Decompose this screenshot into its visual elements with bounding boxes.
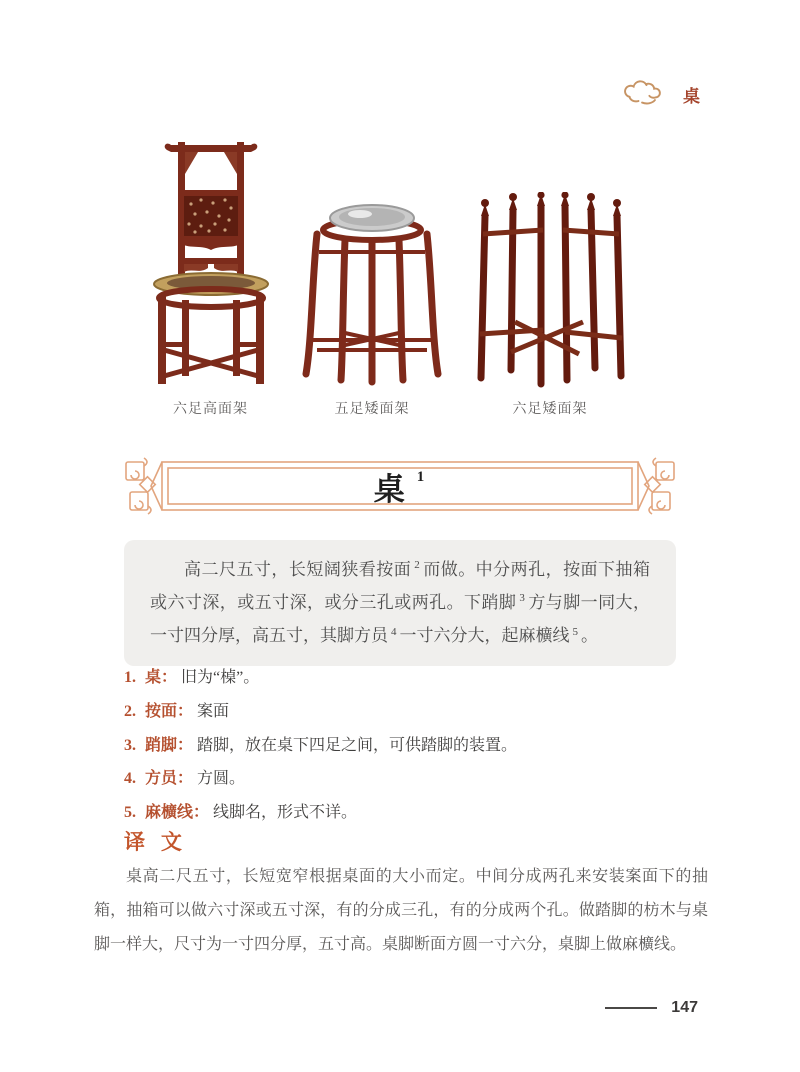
translation-body [94, 860, 708, 962]
washstand-six-post-image [463, 128, 638, 390]
annotations-list [124, 668, 689, 837]
annotation-number: 3. [124, 736, 136, 754]
page-number: 147 [671, 999, 698, 1016]
footnote-ref-5: 5 [572, 625, 578, 638]
section-title-text: 桌 [373, 471, 407, 507]
section-title [120, 454, 680, 518]
annotation-term: 桌： [145, 669, 178, 686]
classical-text-box [124, 540, 676, 666]
chapter-mark [619, 76, 702, 113]
figure-caption: 五足矮面架 [334, 400, 410, 416]
footnote-ref-4: 4 [391, 625, 397, 638]
annotation-text: 线脚名，形式不详。 [213, 804, 358, 822]
figure-caption: 六足高面架 [173, 400, 248, 416]
translation-paragraph: 桌高二尺五寸，长短宽窄根据桌面的大小而定。中间分成两孔来安装案面下的抽箱，抽箱可以做六寸深或五寸深，有的分成三孔，有的分成两个孔。做踏脚的枋木与桌脚一样大，尺寸为一寸四分厚，五寸高。桌脚断面方圆一寸六分，桌脚上做麻櫎线。 [94, 868, 708, 953]
cloud-icon [619, 76, 669, 113]
annotation-item [124, 702, 689, 723]
annotation-term: 方员： [145, 770, 194, 788]
figure-round-washstand [294, 128, 450, 418]
footer-rule [605, 1007, 657, 1009]
washstand-round-image [297, 128, 447, 390]
footnote-ref-3: 3 [519, 592, 525, 605]
annotation-item [124, 803, 689, 824]
figure-caption: 六足矮面架 [512, 400, 588, 416]
footnote-ref-2: 2 [414, 559, 420, 572]
section-title-superscript: 1 [416, 468, 427, 485]
annotation-term: 麻櫎线： [145, 804, 210, 822]
annotation-term: 按面： [145, 702, 194, 720]
annotation-number: 2. [124, 702, 136, 720]
annotation-text: 旧为“槕”。 [181, 669, 260, 686]
annotation-number: 1. [124, 669, 136, 686]
annotation-text: 案面 [197, 702, 230, 720]
translation-heading: 译 文 [124, 831, 187, 854]
chapter-label: 桌 [683, 87, 702, 106]
annotation-text: 方圆。 [197, 770, 246, 788]
annotation-term: 踃脚： [145, 736, 194, 754]
classical-text: 高二尺五寸，长短阔狭看按面 $^2$ 而做。中分两孔，按面下抽箱或六寸深，或五寸深，或分三孔或两孔。下踃脚 $^3$ 方与脚一同大，一寸四分厚，高五寸，其脚方员 $^4$ 一寸六分大，起麻櫎线 $^5$ 。 [150, 559, 650, 646]
figure-tall-washstand [128, 128, 293, 418]
annotation-number: 4. [124, 770, 136, 788]
figures-row [0, 128, 800, 428]
annotation-item [124, 736, 689, 757]
annotation-text: 踏脚，放在桌下四足之间，可供踏脚的装置。 [197, 736, 518, 754]
annotation-item [124, 668, 689, 689]
annotation-number: 5. [124, 804, 136, 822]
figure-folding-washstand [460, 128, 640, 418]
section-title-frame [120, 454, 680, 518]
annotation-item [124, 769, 689, 790]
page-footer [605, 999, 698, 1017]
washstand-tall-image [131, 128, 291, 390]
